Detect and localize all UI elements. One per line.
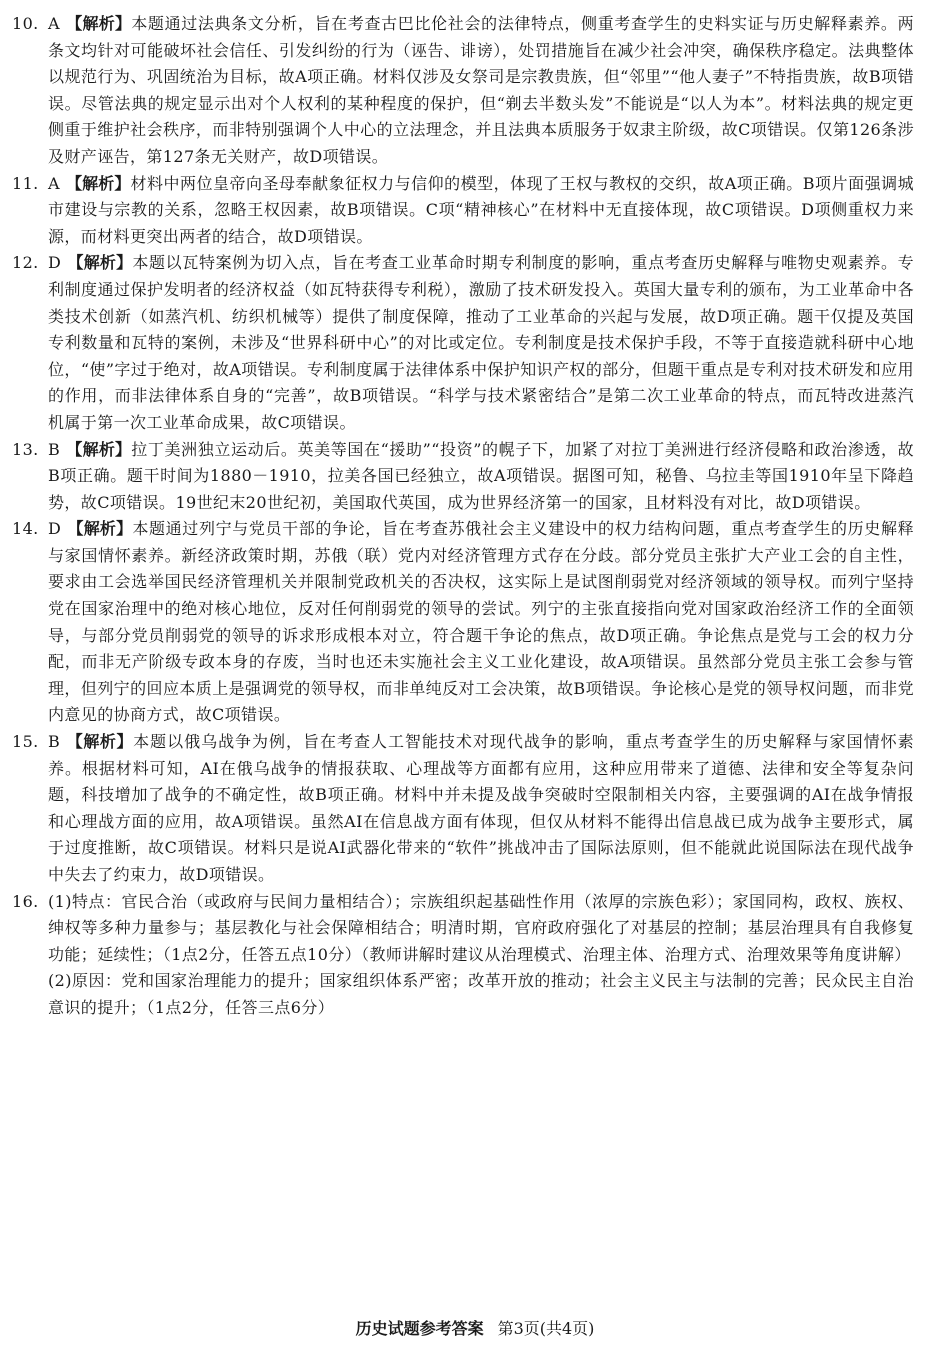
item-number: 11. [12, 173, 39, 193]
answer-content [12, 11, 914, 1022]
item-body [48, 889, 914, 1022]
analysis-text: 拉丁美洲独立运动后。英美等国在“援助”“投资”的幌子下，加紧了对拉丁美洲进行经济侵略和政治渗透，故B项正确。题干时间为1880－1910，拉美各国已经独立，故A项错误。据图可知，秘鲁、乌拉圭等国1910年呈下降趋势，故C项错误。19世纪末20世纪初，美国取代英国，成为世界经济第一的国家，且材料没有对比，故D项错误。 [48, 439, 914, 512]
analysis-text: 本题通过列宁与党员干部的争论，旨在考查苏俄社会主义建设中的权力结构问题，重点考查学生的历史解释与家国情怀素养。新经济政策时期，苏俄（联）党内对经济管理方式存在分歧。部分党员主张扩大产业工会的自主性，要求由工会选举国民经济管理机关并限制党政机关的否决权，这实际上是试图削弱党对经济领域的领导权。而列宁坚持党在国家治理中的绝对核心地位，反对任何削弱党的领导的尝试。列宁的主张直接指向党对国家政治经济工作的全面领导，与部分党员削弱党的领导的诉求形成根本对立，符合题干争论的焦点，故D项正确。争论焦点是党与工会的权力分配，而非无产阶级专政本身的存废，当时也还未实施社会主义工业化建设，故A项错误。虽然部分党员主张工会参与管理，但列宁的回应本质上是强调党的领导权，而非单纯反对工会决策，故B项错误。争论核心是党的领导权问题，而非党内意见的协商方式，故C项错误。 [48, 519, 914, 725]
item-body [48, 516, 914, 729]
item-number: 12. [12, 253, 39, 273]
answer-item-10 [12, 11, 914, 171]
answer-item-14 [12, 516, 914, 729]
item-body [48, 729, 914, 889]
answer-letter: B [48, 439, 61, 459]
item-body [48, 250, 914, 436]
analysis-tag: 【解析】 [65, 173, 131, 193]
answer-item-13 [12, 437, 914, 517]
answer-letter: B [48, 732, 61, 752]
item-body [48, 437, 914, 517]
item-body [48, 171, 914, 251]
answer-item-12 [12, 250, 914, 436]
item-number: 10. [12, 14, 39, 33]
answer-item-11 [12, 171, 914, 251]
footer-page-number: 第3页(共4页) [497, 1319, 595, 1338]
item16-part1: (1)特点：官民合治（或政府与民间力量相结合）；宗族组织起基础性作用（浓厚的宗族色彩）；家国同构，政权、族权、绅权等多种力量参与；基层教化与社会保障相结合；明清时期，官府政府强化了对基层的控制；基层治理具有自我修复功能；延续性；（1点2分，任答五点10分）（教师讲解时建议从治理模式、治理主体、治理方式、治理效果等角度讲解） [48, 891, 914, 964]
item-number: 14. [12, 519, 39, 539]
item-number: 13. [12, 439, 39, 459]
analysis-text: 本题通过法典条文分析，旨在考查古巴比伦社会的法律特点，侧重考查学生的史料实证与历史解释素养。两条文均针对可能破坏社会信任、引发纠纷的行为（诬告、诽谤），处罚措施旨在减少社会冲突，确保秩序稳定。法典整体以规范行为、巩固统治为目标，故A项正确。材料仅涉及女祭司是宗教贵族，但“邻里”“他人妻子”不特指贵族，故B项错误。尽管法典的规定显示出对个人权利的某种程度的保护，但“剃去半数头发”不能说是“以人为本”。材料法典的规定更侧重于维护社会秩序，而非特别强调个人中心的立法理念，并且法典本质服务于奴隶主阶级，故C项错误。仅第126条涉及财产诬告，第127条无关财产，故D项错误。 [48, 14, 914, 166]
answer-letter: A [48, 173, 60, 193]
answer-letter: D [48, 253, 62, 273]
answer-letter: D [48, 519, 62, 539]
page-footer [0, 1316, 950, 1339]
footer-title: 历史试题参考答案 [355, 1319, 484, 1338]
item-number: 15. [12, 732, 39, 752]
analysis-tag: 【解析】 [67, 519, 133, 539]
item16-part2: (2)原因：党和国家治理能力的提升；国家组织体系严密；改革开放的推动；社会主义民主与法制的完善；民众民主自治意识的提升；（1点2分，任答三点6分） [48, 971, 914, 1017]
answer-item-16 [12, 889, 914, 1022]
analysis-tag: 【解析】 [65, 14, 132, 33]
answer-letter: A [48, 14, 60, 33]
analysis-text: 材料中两位皇帝向圣母奉献象征权力与信仰的模型，体现了王权与教权的交织，故A项正确。B项片面强调城市建设与宗教的关系，忽略王权因素，故B项错误。C项“精神核心”在材料中无直接体现，故C项错误。D项侧重权力来源，而材料更突出两者的结合，故D项错误。 [48, 173, 914, 246]
analysis-tag: 【解析】 [66, 732, 134, 752]
answer-item-15 [12, 729, 914, 889]
item-number: 16. [12, 891, 39, 911]
analysis-tag: 【解析】 [66, 439, 132, 459]
item-body [48, 11, 914, 171]
analysis-tag: 【解析】 [67, 253, 133, 273]
analysis-text: 本题以瓦特案例为切入点，旨在考查工业革命时期专利制度的影响，重点考查历史解释与唯物史观素养。专利制度通过保护发明者的经济权益（如瓦特获得专利税），激励了技术研发投入。英国大量专利的颁布，为工业革命中各类技术创新（如蒸汽机、纺织机械等）提供了制度保障，推动了工业革命的兴起与发展，故D项正确。题干仅提及英国专利数量和瓦特的案例，未涉及“世界科研中心”的对比或定位。专利制度是技术保护手段，不等于直接造就科研中心地位，“使”字过于绝对，故A项错误。专利制度属于法律体系中保护知识产权的部分，但题干重点是专利对技术研发和应用的作用，而非法律体系自身的“完善”，故B项错误。“科学与技术紧密结合”是第二次工业革命的特点，而瓦特改进蒸汽机属于第一次工业革命成果，故C项错误。 [48, 253, 914, 432]
analysis-text: 本题以俄乌战争为例，旨在考查人工智能技术对现代战争的影响，重点考查学生的历史解释与家国情怀素养。根据材料可知，AI在俄乌战争的情报获取、心理战等方面都有应用，这种应用带来了道德、法律和安全等复杂问题，科技增加了战争的不确定性，故B项正确。材料中并未提及战争突破时空限制相关内容，主要强调的AI在战争情报和心理战方面的应用，故A项错误。虽然AI在信息战方面有体现，但仅从材料不能得出信息战已成为战争主要形式，属于过度推断，故C项错误。材料只是说AI武器化带来的“软件”挑战冲击了国际法原则，但不能就此说国际法在现代战争中失去了约束力，故D项错误。 [48, 732, 914, 884]
